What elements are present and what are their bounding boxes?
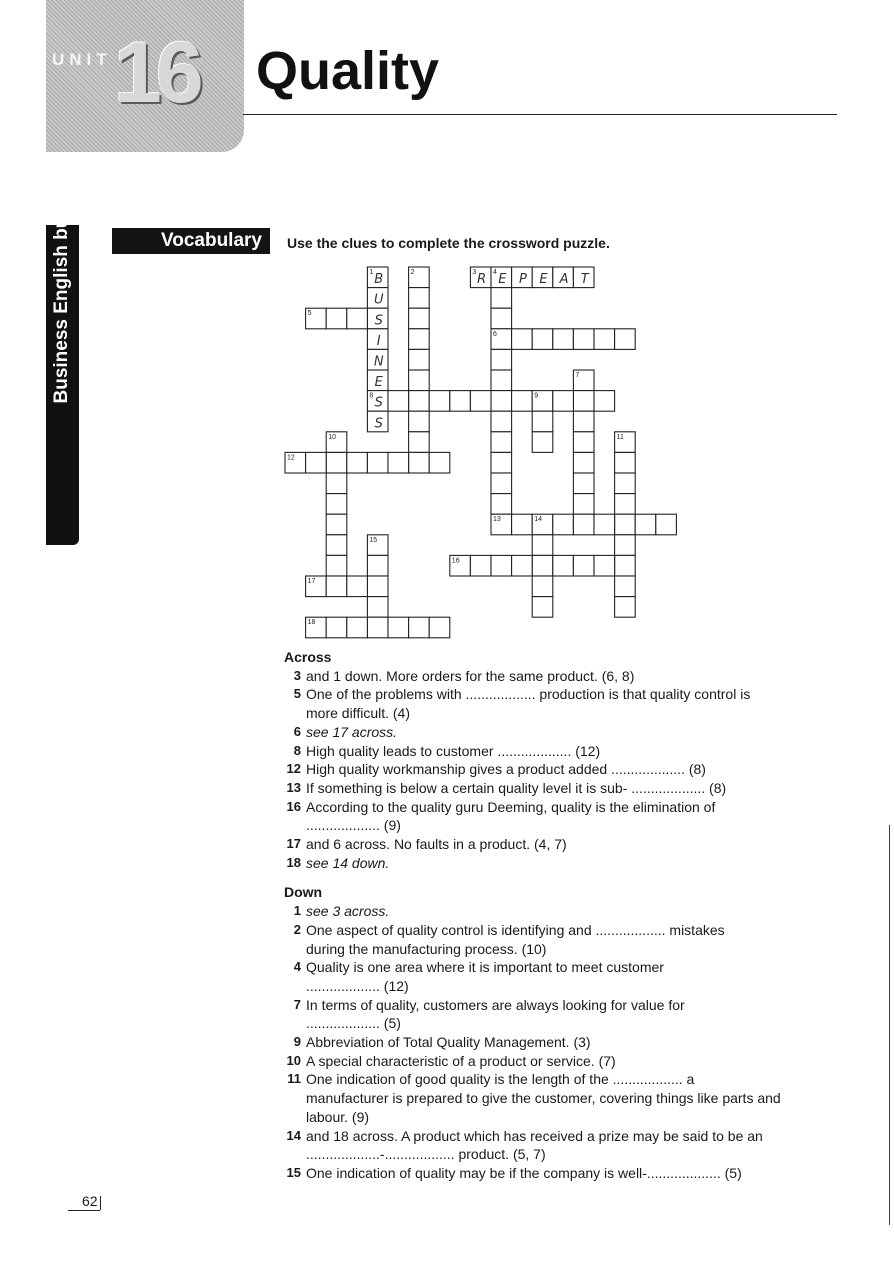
crossword-cell: [594, 391, 615, 412]
crossword-cell: [594, 555, 615, 576]
clue-text: Abbreviation of Total Quality Management. (3): [306, 1034, 591, 1051]
crossword-cell: [635, 514, 656, 535]
crossword-number-18: 18: [307, 619, 316, 627]
crossword-cell: [512, 555, 533, 576]
side-tab-label: Business English builder: [51, 176, 72, 404]
crossword-cell: [326, 617, 347, 638]
clue-text: ................... (9): [306, 817, 401, 834]
crossword-letter: U: [373, 292, 384, 308]
crossword-cell: [347, 452, 368, 473]
clue-number: 10: [286, 1052, 301, 1068]
crossword-number-12: 12: [287, 454, 295, 462]
crossword-cell: [615, 535, 636, 556]
crossword-cell: [491, 308, 512, 329]
crossword-letter: E: [374, 375, 383, 391]
crossword-cell: [388, 452, 409, 473]
crossword-cell: [553, 329, 574, 350]
crossword-cell: [491, 288, 512, 309]
clue-number: 5: [293, 686, 301, 702]
down-clue-14: [284, 1127, 834, 1164]
crossword-cell: [553, 555, 574, 576]
clue-text: and 1 down. More orders for the same product. (6, 8): [306, 667, 635, 684]
instruction-text: Use the clues to complete the crossword puzzle.: [287, 235, 610, 251]
crossword-number-15: 15: [369, 536, 378, 544]
clue-text: ................... (12): [306, 977, 409, 994]
clue-text: If something is below a certain quality level it is sub- ................... (8): [306, 779, 727, 796]
crossword-cell: [367, 576, 388, 597]
crossword-cell: [615, 576, 636, 597]
crossword-cell: [470, 555, 491, 576]
crossword-number-8: 8: [369, 392, 374, 400]
crossword-cell: [326, 555, 347, 576]
crossword-cell: [512, 391, 533, 412]
clues: [284, 648, 834, 1183]
crossword-letter: S: [374, 395, 383, 411]
crossword-cell: [491, 349, 512, 370]
crossword-number-4: 4: [493, 269, 497, 276]
clue-number: 1: [293, 903, 301, 919]
clue-text: ...................-.................. product. (5, 7): [306, 1146, 546, 1163]
crossword-cell: [491, 555, 512, 576]
crossword-number-13: 13: [493, 516, 501, 524]
unit-label: UNIT: [52, 50, 112, 69]
clue-number: 17: [286, 836, 301, 852]
across-clue-13: [284, 779, 834, 798]
crossword-cell: [573, 494, 594, 515]
crossword-cell: [491, 411, 512, 432]
crossword-cell: [573, 452, 594, 473]
crossword-cell: [532, 329, 553, 350]
across-clue-17: [284, 835, 834, 854]
crossword-cell: [326, 308, 347, 329]
crossword-cell: [512, 514, 533, 535]
crossword-cell: [409, 432, 430, 453]
crossword-letter: B: [374, 272, 384, 288]
crossword-cell: [615, 329, 636, 350]
crossword-cell: [326, 535, 347, 556]
crossword-cell: [409, 391, 430, 412]
crossword-cell: [388, 617, 409, 638]
crossword-cell: [347, 617, 368, 638]
clue-text: and 6 across. No faults in a product. (4, 7): [306, 836, 567, 853]
crossword-cell: [470, 391, 491, 412]
crossword-cell: [594, 329, 615, 350]
clue-text: One of the problems with .................. production is that quality control is: [306, 686, 751, 703]
crossword-cell: [532, 411, 553, 432]
crossword-cell: [553, 514, 574, 535]
crossword-cell: [573, 432, 594, 453]
clue-text: ................... (5): [306, 1015, 401, 1032]
crossword-number-11: 11: [616, 433, 624, 441]
crossword-letter: A: [559, 272, 569, 288]
clue-number: 6: [293, 723, 301, 739]
crossword-letter: S: [374, 416, 383, 432]
down-clue-10: [284, 1052, 834, 1071]
crossword-cell: [367, 452, 388, 473]
crossword-cell: [326, 576, 347, 597]
crossword-cell: [326, 514, 347, 535]
crossword-cell: [615, 597, 636, 618]
crossword-cell: [573, 514, 594, 535]
down-clue-9: [284, 1033, 834, 1052]
clue-number: 14: [286, 1127, 301, 1143]
down-heading: Down: [284, 884, 323, 901]
clue-number: 3: [293, 667, 301, 683]
crossword-cell: [573, 555, 594, 576]
crossword-cell: [429, 617, 450, 638]
crossword-cell: [409, 308, 430, 329]
clue-text: A special characteristic of a product or service. (7): [306, 1052, 616, 1069]
clue-number: 16: [286, 798, 301, 814]
clue-text: High quality workmanship gives a product added ................... (8): [306, 761, 706, 778]
clue-text: Quality is one area where it is important to meet customer: [306, 959, 664, 976]
clue-text: According to the quality guru Deeming, quality is the elimination of: [306, 798, 716, 815]
clue-number: 18: [286, 854, 301, 870]
clue-number: 13: [286, 779, 301, 795]
page-title: Quality: [256, 41, 440, 101]
clue-text: see 3 across.: [306, 903, 390, 920]
crossword-number-1: 1: [369, 269, 374, 276]
clue-text: and 18 across. A product which has received a prize may be said to be an: [306, 1127, 763, 1144]
crossword-cell: [306, 452, 327, 473]
clue-text: One indication of good quality is the length of the .................. a: [306, 1071, 695, 1088]
crossword-cell: [594, 514, 615, 535]
crossword-number-5: 5: [307, 310, 312, 318]
down-clue-15: [284, 1164, 834, 1183]
clue-text: In terms of quality, customers are always looking for value for: [306, 996, 685, 1013]
crossword-cell: [409, 288, 430, 309]
crossword-cell: [347, 308, 368, 329]
clue-number: 12: [286, 761, 301, 777]
clue-number: 7: [293, 996, 301, 1012]
clue-text: see 17 across.: [306, 723, 398, 740]
crossword-cell: [573, 473, 594, 494]
crossword-cell: [326, 452, 347, 473]
clue-number: 15: [286, 1164, 301, 1180]
page-edge-line: [889, 825, 890, 1225]
crossword-cell: [532, 576, 553, 597]
crossword-cell: [491, 452, 512, 473]
across-heading: Across: [284, 649, 332, 665]
crossword-letter: R: [477, 272, 487, 288]
crossword-letter: E: [498, 272, 507, 288]
crossword-number-10: 10: [328, 433, 336, 441]
clue-text: manufacturer is prepared to give the customer, covering things like parts and: [306, 1090, 781, 1107]
across-clue-12: [284, 760, 834, 779]
crossword-cell: [491, 494, 512, 515]
down-clue-11: [284, 1070, 834, 1126]
crossword-letter: I: [376, 333, 381, 349]
crossword-cell: [450, 391, 471, 412]
clue-number: 2: [293, 921, 301, 937]
crossword-cells: [285, 267, 676, 638]
clue-text: see 14 down.: [306, 854, 390, 871]
crossword-cell: [409, 617, 430, 638]
crossword-number-17: 17: [307, 578, 316, 585]
crossword-cell: [409, 452, 430, 473]
crossword-cell: [367, 597, 388, 618]
across-clue-6: [284, 723, 834, 742]
crossword-letter: N: [373, 354, 384, 370]
crossword-cell: [532, 597, 553, 618]
crossword-letter: P: [518, 272, 527, 288]
clue-text: more difficult. (4): [306, 705, 410, 722]
crossword-cell: [512, 329, 533, 350]
crossword-number-6: 6: [493, 330, 497, 338]
clue-text: High quality leads to customer ................... (12): [306, 742, 601, 759]
crossword-cell: [347, 576, 368, 597]
crossword-number-16: 16: [451, 557, 460, 565]
crossword-number-2: 2: [410, 269, 415, 276]
down-clue-2: [284, 921, 834, 958]
crossword-cell: [409, 370, 430, 391]
crossword-cell: [615, 452, 636, 473]
unit-number: 16: [114, 25, 198, 121]
across-clue-list: [284, 667, 834, 873]
crossword-cell: [491, 391, 512, 412]
crossword-cell: [532, 535, 553, 556]
crossword-cell: [367, 617, 388, 638]
across-clue-3: [284, 667, 834, 686]
clue-number: 4: [293, 959, 301, 975]
page-number-tick: [100, 1196, 101, 1210]
crossword-cell: [615, 555, 636, 576]
crossword-cell: [409, 411, 430, 432]
crossword-cell: [532, 432, 553, 453]
across-clue-5: [284, 685, 834, 722]
crossword-cell: [388, 391, 409, 412]
clue-number: 11: [287, 1071, 301, 1087]
down-clue-1: [284, 902, 834, 921]
crossword-cell: [615, 494, 636, 515]
crossword-cell: [326, 494, 347, 515]
crossword-number-14: 14: [534, 516, 542, 524]
clue-number: 8: [293, 742, 301, 758]
clue-text: labour. (9): [306, 1108, 370, 1125]
across-clue-18: [284, 854, 834, 873]
down-clue-7: [284, 996, 834, 1033]
across-clue-16: [284, 798, 834, 835]
crossword-letter: T: [580, 272, 589, 288]
crossword-cell: [573, 391, 594, 412]
crossword-cell: [553, 391, 574, 412]
crossword-cell: [532, 555, 553, 576]
down-clue-list: [284, 902, 834, 1183]
page-number-rule: [68, 1210, 100, 1211]
crossword-cell: [409, 349, 430, 370]
crossword-cell: [326, 473, 347, 494]
crossword-cell: [615, 473, 636, 494]
crossword-letter: S: [374, 313, 383, 329]
page-number: 62: [82, 1193, 98, 1209]
crossword-number-9: 9: [534, 392, 539, 400]
across-clue-8: [284, 742, 834, 761]
crossword-cell: [656, 514, 677, 535]
crossword-cell: [429, 452, 450, 473]
crossword-cell: [573, 411, 594, 432]
crossword-cell: [491, 432, 512, 453]
crossword-cell: [409, 329, 430, 350]
crossword-cell: [491, 370, 512, 391]
crossword-number-3: 3: [472, 269, 477, 276]
crossword-cell: [615, 514, 636, 535]
crossword-cell: [429, 391, 450, 412]
down-clue-4: [284, 958, 834, 995]
crossword-cell: [367, 555, 388, 576]
crossword-cell: [491, 473, 512, 494]
clue-number: 9: [293, 1034, 301, 1050]
crossword-number-7: 7: [575, 372, 580, 379]
crossword-letter: E: [539, 272, 548, 288]
vocabulary-badge-label: Vocabulary: [160, 230, 262, 251]
crossword-cell: [573, 329, 594, 350]
clue-text: during the manufacturing process. (10): [306, 940, 547, 957]
clue-text: One aspect of quality control is identifying and .................. mistakes: [306, 921, 725, 938]
clue-text: One indication of quality may be if the company is well-................... (5): [306, 1164, 742, 1181]
